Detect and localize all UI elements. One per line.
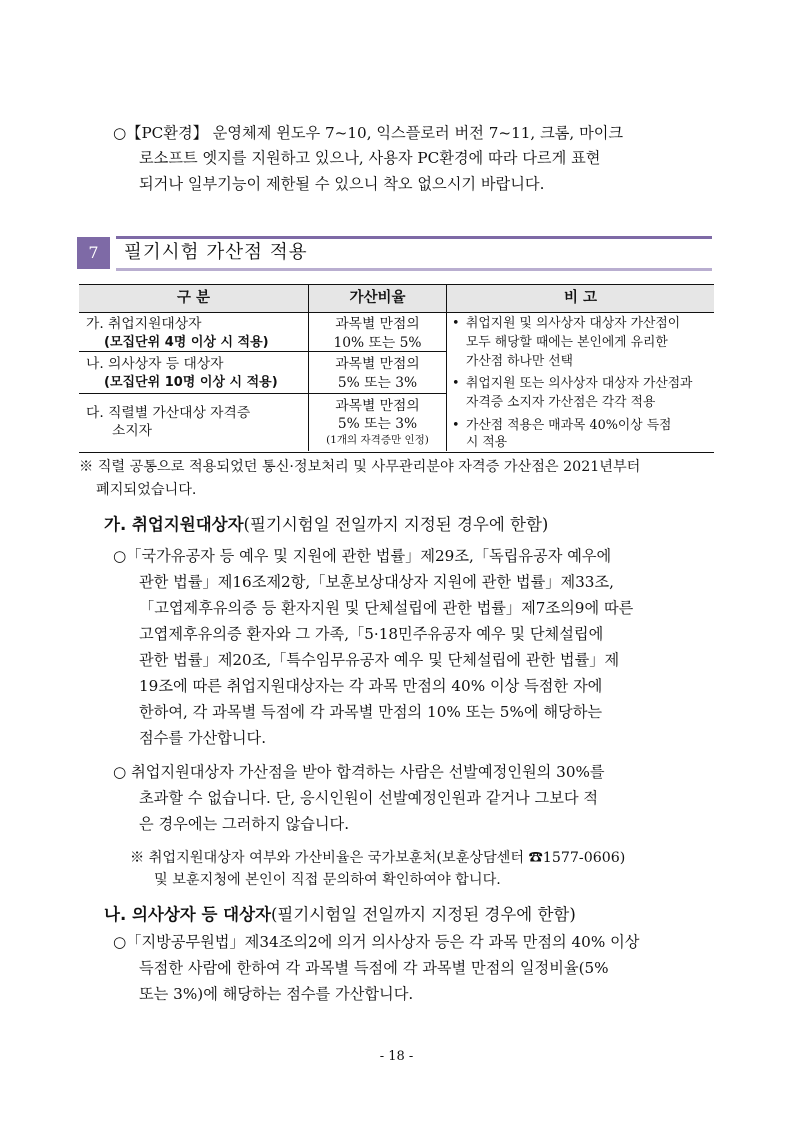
sub-b-para-line-2: 득점한 사람에 한하여 각 과목별 득점에 각 과목별 만점의 일정비율(5%: [139, 959, 609, 977]
sub-a-para2-line-1: ○ 취업지원대상자 가산점을 받아 합격하는 사람은 선발예정인원의 30%를: [113, 763, 605, 781]
remark-3-line-2: 시 적용: [466, 435, 508, 450]
remark-1-line-2: 모두 해당할 때에는 본인에게 유리한: [466, 335, 668, 350]
row2-rate-2: 5% 또는 3%: [337, 375, 418, 391]
row1-category: 가. 취업지원대상자: [86, 316, 202, 332]
subsection-a-title: 가. 취업지원대상자: [104, 515, 244, 534]
remark-2-bullet: •: [452, 376, 460, 391]
sub-a-para1-line-7: 한하여, 각 과목별 득점에 각 과목별 만점의 10% 또는 5%에 해당하는: [139, 703, 603, 721]
row2-rate-1: 과목별 만점의: [335, 356, 420, 372]
section-rule-bottom: [116, 268, 712, 271]
subsection-a-condition: (필기시험일 전일까지 지정된 경우에 한함): [243, 515, 549, 534]
row-rule-2: [79, 393, 446, 394]
header-category: 구 분: [176, 290, 211, 306]
remark-1-bullet: •: [452, 316, 460, 331]
table-note-line-1: ※ 직렬 공통으로 적용되었던 통신·정보처리 및 사무관리분야 자격증 가산점은 2021년부터: [79, 459, 641, 475]
remark-1-line-1: 취업지원 및 의사상자 대상자 가산점이: [466, 316, 681, 331]
sub-a-para1-line-4: 고엽제후유의증 환자와 그 가족,「5·18민주유공자 예우 및 단체설립에: [139, 625, 604, 643]
header-remarks: 비 고: [563, 290, 598, 306]
page-number: - 18 -: [379, 1049, 414, 1064]
sub-b-para-line-3: 또는 3%)에 해당하는 점수를 가산합니다.: [139, 985, 414, 1003]
sub-a-note-line-1: ※ 취업지원대상자 여부와 가산비율은 국가보훈처(보훈상담센터 ☎1577-0606): [130, 850, 626, 866]
row1-condition: (모집단위 4명 이상 시 적용): [104, 335, 269, 350]
sub-a-para2-line-2: 초과할 수 없습니다. 단, 응시인원이 선발예정인원과 같거나 그보다 적: [139, 789, 599, 807]
remark-3-bullet: •: [452, 418, 460, 433]
pc-env-line-2: 로소프트 엣지를 지원하고 있으나, 사용자 PC환경에 따라 다르게 표현: [139, 149, 601, 167]
sub-a-para1-line-2: 관한 법률」제16조제2항,「보훈보상대상자 지원에 관한 법률」제33조,: [139, 573, 614, 591]
subsection-b-condition: (필기시험일 전일까지 지정된 경우에 한함): [270, 905, 576, 924]
row2-category: 나. 의사상자 등 대상자: [86, 356, 224, 372]
row3-rate-note: (1개의 자격증만 인정): [326, 434, 429, 446]
sub-a-para1-line-5: 관한 법률」제20조,「특수임무유공자 예우 및 단체설립에 관한 법률」제: [139, 651, 620, 669]
row3-category-2: 소지자: [112, 423, 152, 439]
sub-a-para1-line-6: 19조에 따른 취업지원대상자는 각 과목 만점의 40% 이상 득점한 자에: [139, 677, 603, 695]
row3-rate-1: 과목별 만점의: [335, 398, 420, 414]
sub-a-para1-line-8: 점수를 가산합니다.: [139, 729, 267, 747]
row3-category: 다. 직렬별 가산대상 자격증: [86, 405, 251, 421]
subsection-a-heading: [104, 512, 548, 538]
sub-b-para-line-1: ○「지방공무원법」제34조의2에 의거 의사상자 등은 각 과목 만점의 40% 이상: [113, 933, 640, 951]
subsection-b-title: 나. 의사상자 등 대상자: [104, 905, 271, 924]
header-rate: 가산비율: [349, 290, 406, 306]
remark-3-line-1: 가산점 적용은 매과목 40%이상 득점: [466, 418, 672, 433]
section-title: 필기시험 가산점 적용: [124, 242, 308, 263]
sub-a-para1-line-1: ○「국가유공자 등 예우 및 지원에 관한 법률」제29조,「독립유공자 예우에: [113, 547, 612, 565]
subsection-b-heading: [104, 902, 576, 928]
table-note-line-2: 폐지되었습니다.: [96, 482, 197, 498]
sub-a-para1-line-3: 「고엽제후유의증 등 환자지원 및 단체설립에 관한 법률」제7조의9에 따른: [139, 599, 634, 617]
row3-rate-2: 5% 또는 3%: [337, 416, 418, 432]
sub-a-para2-line-3: 은 경우에는 그러하지 않습니다.: [139, 815, 350, 833]
remark-1-line-3: 가산점 하나만 선택: [466, 354, 574, 369]
pc-env-line-1: ○【PC환경】 운영체제 윈도우 7~10, 익스플로러 버전 7~11, 크롬, 마이크: [113, 124, 624, 142]
row2-condition: (모집단위 10명 이상 시 적용): [104, 375, 278, 390]
remark-2-line-1: 취업지원 또는 의사상자 대상자 가산점과: [466, 376, 693, 391]
section-number-box: 7: [77, 237, 110, 269]
row1-rate-2: 10% 또는 5%: [333, 335, 422, 351]
sub-a-note-line-2: 및 보훈지청에 본인이 직접 문의하여 확인하여야 합니다.: [154, 872, 501, 888]
remark-2-line-2: 자격증 소지자 가산점은 각각 적용: [466, 395, 656, 410]
table-divider-2: [446, 285, 447, 451]
row1-rate-1: 과목별 만점의: [335, 316, 420, 332]
pc-env-line-3: 되거나 일부기능이 제한될 수 있으니 착오 없으시기 바랍니다.: [139, 175, 545, 193]
